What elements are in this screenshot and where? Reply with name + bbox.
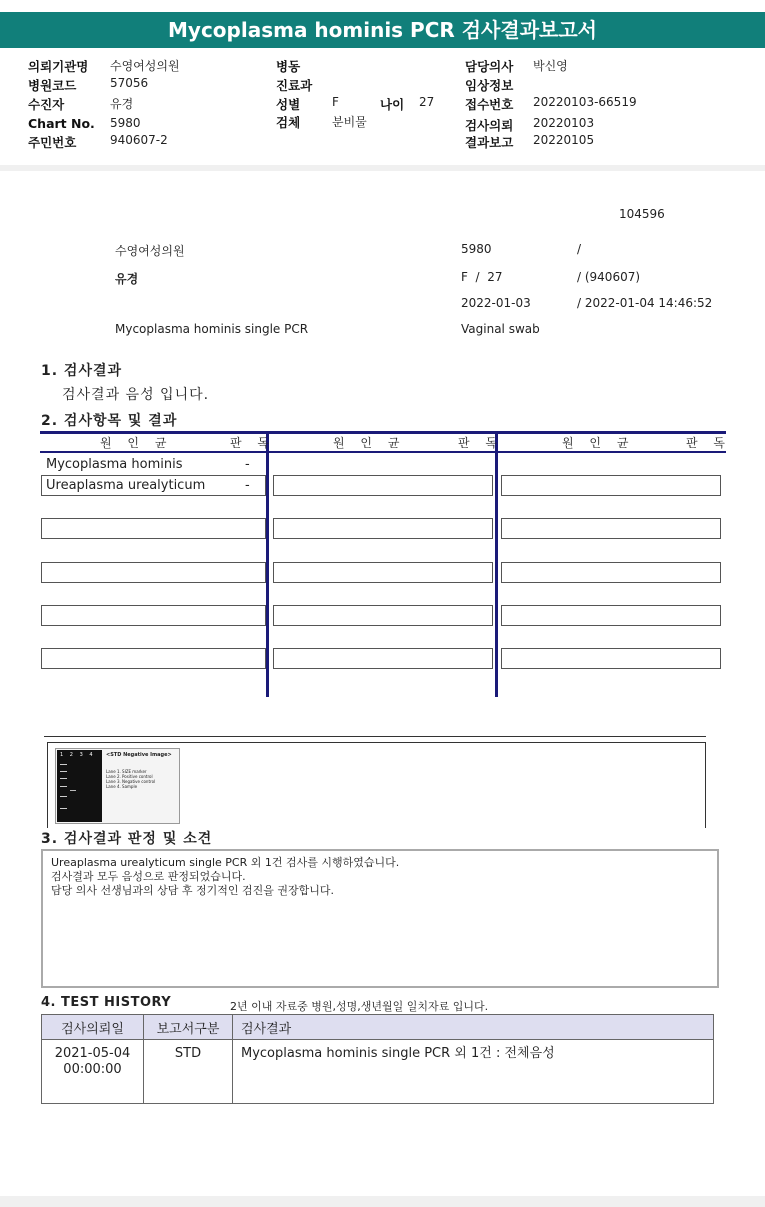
value-specimen: 분비물 [332, 115, 367, 129]
marker-band [60, 771, 67, 772]
history-table [41, 1014, 714, 1104]
lane-number: 2 [69, 752, 73, 758]
gel-legend-item: Lane 2. Positive control [106, 774, 153, 779]
opinion-text [51, 856, 399, 898]
history-header-row [42, 1015, 714, 1040]
report-title: Mycoplasma hominis PCR 검사결과보고서 [0, 12, 765, 48]
lane-number: 1 [60, 752, 64, 758]
section1-text: 검사결과 음성 입니다. [62, 387, 210, 403]
label-result-report: 결과보고 [465, 135, 514, 150]
info-report-datetime: / 2022-01-04 14:46:52 [577, 296, 713, 310]
item-name-2: Ureaplasma urealyticum [46, 478, 206, 493]
value-age: 27 [419, 95, 435, 109]
info-birth: / (940607) [577, 270, 641, 284]
gel-legend-item: Lane 3. Negative control [106, 779, 156, 784]
gel-image-frame [47, 742, 706, 828]
label-chart-no: Chart No. [28, 116, 95, 131]
history-result: Mycoplasma hominis single PCR 외 1건 : 전체음성 [233, 1040, 714, 1104]
report-header [0, 0, 765, 165]
info-sex-age: F / 27 [461, 270, 503, 284]
report-code: 104596 [619, 207, 665, 221]
result-cell [273, 518, 493, 539]
label-hospital-code: 병원코드 [28, 78, 77, 93]
label-patient: 수진자 [28, 97, 65, 112]
result-cell [273, 648, 493, 669]
label-requesting-institution: 의뢰기관명 [28, 59, 89, 74]
result-cell [273, 562, 493, 583]
history-date: 2021-05-04 [54, 1046, 131, 1061]
value-resident-no: 940607-2 [110, 133, 168, 147]
info-slash: / [577, 242, 582, 256]
column-divider-2 [495, 431, 498, 697]
item-result-2: - [245, 478, 250, 493]
marker-band [60, 796, 67, 797]
section4-title: 4. TEST HISTORY [41, 995, 172, 1010]
value-patient: 유경 [110, 97, 134, 111]
col-judgement-header: 판 독 [686, 436, 731, 450]
gel-photo [57, 750, 102, 822]
item-name-1: Mycoplasma hominis [46, 457, 183, 472]
info-hospital: 수영여성의원 [115, 244, 185, 258]
history-note: 2년 이내 자료중 병원,성명,생년월일 일치자료 입니다. [230, 1000, 489, 1013]
info-chart-no: 5980 [461, 242, 492, 256]
label-test-request: 검사의뢰 [465, 118, 514, 133]
label-receipt-no: 접수번호 [465, 97, 514, 112]
result-cell [41, 475, 266, 496]
history-type: STD [144, 1040, 233, 1104]
history-col-result: 검사결과 [233, 1015, 714, 1040]
label-department: 진료과 [276, 78, 313, 93]
info-specimen: Vaginal swab [461, 322, 540, 336]
result-cell [501, 475, 721, 496]
gel-legend-item: Lane 1. SIZE marker [106, 769, 147, 774]
section2-header-rule [40, 451, 726, 453]
lane-number: 3 [79, 752, 83, 758]
label-specimen: 검체 [276, 115, 301, 130]
gel-title: <STD Negative Image> [106, 752, 172, 758]
gel-top-rule [44, 736, 706, 737]
col-judgement-header: 판 독 [230, 436, 275, 450]
result-cell [273, 605, 493, 626]
col-organism-header: 원 인 균 [562, 436, 635, 450]
history-date-cell [42, 1040, 144, 1104]
value-receipt-no: 20220103-66519 [533, 95, 637, 109]
value-requesting-institution: 수영여성의원 [110, 59, 180, 73]
col-organism-header: 원 인 균 [333, 436, 406, 450]
column-divider-1 [266, 431, 269, 697]
section3-title: 3. 검사결과 판정 및 소견 [41, 831, 213, 847]
result-cell [501, 562, 721, 583]
history-col-type: 보고서구분 [144, 1015, 233, 1040]
value-hospital-code: 57056 [110, 76, 149, 90]
marker-band [60, 778, 67, 779]
result-cell [273, 475, 493, 496]
label-ward: 병동 [276, 59, 301, 74]
info-test-name: Mycoplasma hominis single PCR [115, 322, 309, 336]
section1-title: 1. 검사결과 [41, 363, 123, 379]
result-cell [41, 648, 266, 669]
marker-band [60, 764, 67, 765]
history-col-date: 검사의뢰일 [42, 1015, 144, 1040]
positive-control-band [70, 790, 76, 791]
label-doctor: 담당의사 [465, 59, 514, 74]
label-sex: 성별 [276, 97, 301, 112]
value-doctor: 박신영 [533, 59, 568, 73]
info-name: 유경 [115, 272, 139, 286]
info-receive-date: 2022-01-03 [461, 296, 531, 310]
col-judgement-header: 판 독 [458, 436, 503, 450]
col-organism-header: 원 인 균 [100, 436, 173, 450]
gel-image [55, 748, 180, 824]
opinion-line: Ureaplasma urealyticum single PCR 외 1건 검사를 시행하였습니다. [51, 856, 400, 869]
opinion-line: 담당 의사 선생님과의 상담 후 정기적인 검진을 권장합니다. [51, 884, 334, 897]
history-time: 00:00:00 [63, 1062, 122, 1077]
value-test-request: 20220103 [533, 116, 595, 130]
result-cell [41, 518, 266, 539]
label-resident-no: 주민번호 [28, 135, 77, 150]
section2-title: 2. 검사항목 및 결과 [41, 413, 178, 429]
label-clinical-info: 임상정보 [465, 78, 514, 93]
result-cell [501, 605, 721, 626]
gel-legend-item: Lane 4. Sample [106, 784, 138, 789]
gel-legend [106, 769, 155, 789]
value-result-report: 20220105 [533, 133, 595, 147]
result-cell [41, 562, 266, 583]
table-row [42, 1040, 714, 1104]
result-cell [501, 648, 721, 669]
opinion-box [41, 849, 719, 988]
marker-band [60, 808, 67, 809]
label-age: 나이 [380, 97, 405, 112]
result-cell [41, 605, 266, 626]
value-sex: F [332, 95, 339, 109]
result-cell [501, 518, 721, 539]
lane-number: 4 [89, 752, 93, 758]
opinion-line: 검사결과 모두 음성으로 판정되었습니다. [51, 870, 246, 883]
value-chart-no: 5980 [110, 116, 141, 130]
marker-band [60, 786, 67, 787]
item-result-1: - [245, 457, 250, 472]
